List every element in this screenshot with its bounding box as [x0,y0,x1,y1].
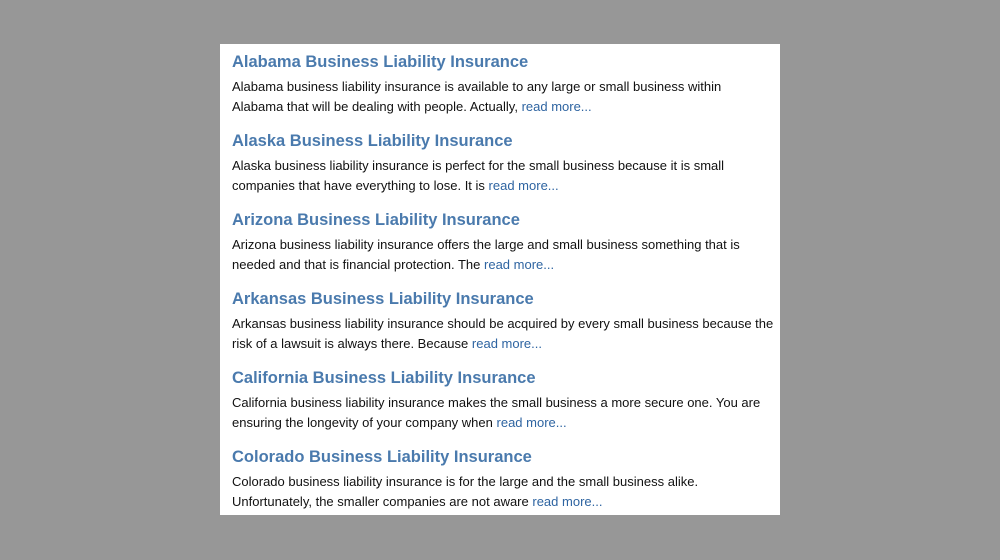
article-entry-alabama [232,52,774,131]
read-more-link[interactable]: read more... [484,257,555,272]
read-more-link[interactable]: read more... [471,336,542,351]
article-snippet [232,393,774,433]
article-entry-alaska [232,131,774,210]
article-title-link[interactable]: Alaska Business Liability Insurance [232,132,513,150]
article-snippet [232,472,774,512]
article-snippet-text: California business liability insurance makes the small business a more secure one. You are ensuring the longevity of your company when [232,395,761,430]
article-snippet [232,156,774,196]
read-more-link[interactable]: read more... [488,178,559,193]
article-snippet [232,314,774,354]
article-entry-colorado [232,447,774,526]
article-entry-california [232,368,774,447]
article-entry-arizona [232,210,774,289]
read-more-link[interactable]: read more... [496,415,567,430]
article-title-link[interactable]: California Business Liability Insurance [232,369,536,387]
article-snippet [232,77,774,117]
article-title-link[interactable]: Arkansas Business Liability Insurance [232,290,534,308]
article-title-link[interactable]: Alabama Business Liability Insurance [232,53,529,71]
article-snippet [232,235,774,275]
article-snippet-text: Arizona business liability insurance offers the large and small business something that is needed and that is financial protection. The [232,237,740,272]
article-title-link[interactable]: Arizona Business Liability Insurance [232,211,520,229]
article-entry-arkansas [232,289,774,368]
read-more-link[interactable]: read more... [532,494,603,509]
article-list-panel [220,44,780,515]
read-more-link[interactable]: read more... [521,99,592,114]
article-snippet-text: Alaska business liability insurance is perfect for the small business because it is small companies that have everything to lose. It is [232,158,725,193]
article-snippet-text: Arkansas business liability insurance should be acquired by every small business because the risk of a lawsuit is always there. Because [232,316,774,351]
article-title-link[interactable]: Colorado Business Liability Insurance [232,448,532,466]
article-snippet-text: Alabama business liability insurance is available to any large or small business within Alabama that will be dealing with people. Actually, [232,79,722,114]
article-snippet-text: Colorado business liability insurance is for the large and the small business alike. Unfortunately, the smaller companies are not aware [232,474,699,509]
